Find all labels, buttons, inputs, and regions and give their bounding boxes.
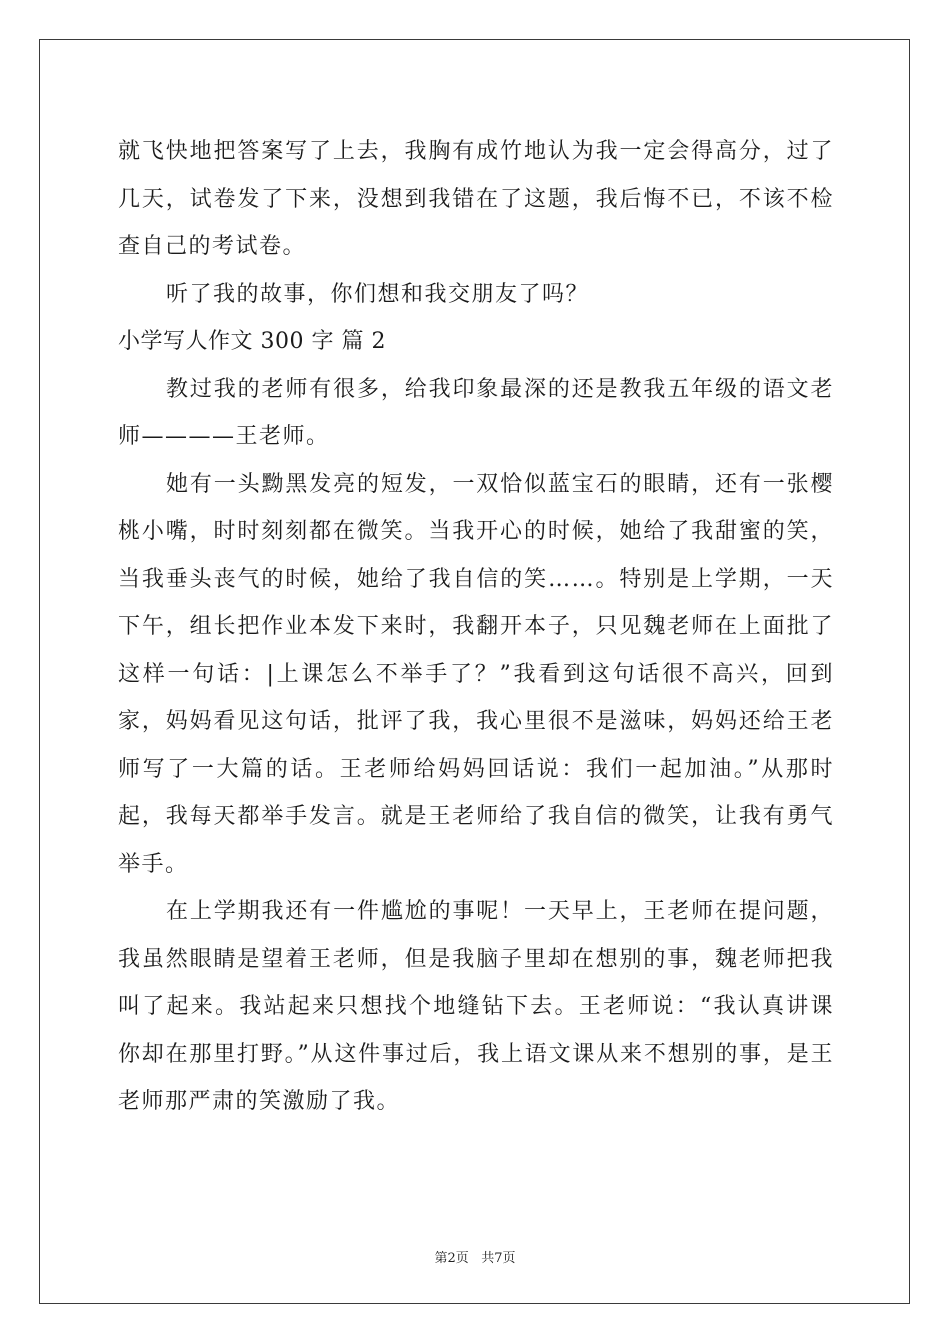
- section-title: 小学写人作文 300 字 篇 2: [118, 329, 386, 354]
- paragraph-embarrassing-event: 在上学期我还有一件尴尬的事呢！一天早上，王老师在提问题，我虽然眼睛是望着王老师，但是我脑子里却在想别的事，魏老师把我叫了起来。我站起来只想找个地缝钻下去。王老师说：“我认真讲课你却在那里打野。”从这件事过后，我上语文课从来不想别的事，是王老师那严肃的笑激励了我。: [118, 899, 834, 1114]
- paragraph-continued: 就飞快地把答案写了上去，我胸有成竹地认为我一定会得高分，过了几天，试卷发了下来，没想到我错在了这题，我后悔不已，不该不检查自己的考试卷。: [118, 139, 834, 259]
- page-total: 共7页: [481, 1251, 516, 1266]
- paragraph-teacher-smile: 她有一头黝黑发亮的短发，一双恰似蓝宝石的眼睛，还有一张樱桃小嘴，时时刻刻都在微笑。当我开心的时候，她给了我甜蜜的笑，当我垂头丧气的时候，她给了我自信的笑……。特别是上学期，一天下午，组长把作业本发下来时，我翻开本子，只见魏老师在上面批了这样一句话：|上课怎么不举手了？”我看到这句话很不高兴，回到家，妈妈看见这句话，批评了我，我心里很不是滋味，妈妈还给王老师写了一大篇的话。王老师给妈妈回话说：我们一起加油。”从那时起，我每天都举手发言。就是王老师给了我自信的微笑，让我有勇气举手。: [118, 471, 834, 877]
- paragraph-teacher-intro: 教过我的老师有很多，给我印象最深的还是教我五年级的语文老师————王老师。: [118, 376, 834, 449]
- page-footer: [0, 1247, 950, 1266]
- paragraph-closing-question: 听了我的故事，你们想和我交朋友了吗？: [166, 281, 590, 307]
- document-body: [118, 128, 834, 1126]
- page-number: 第2页: [434, 1251, 469, 1266]
